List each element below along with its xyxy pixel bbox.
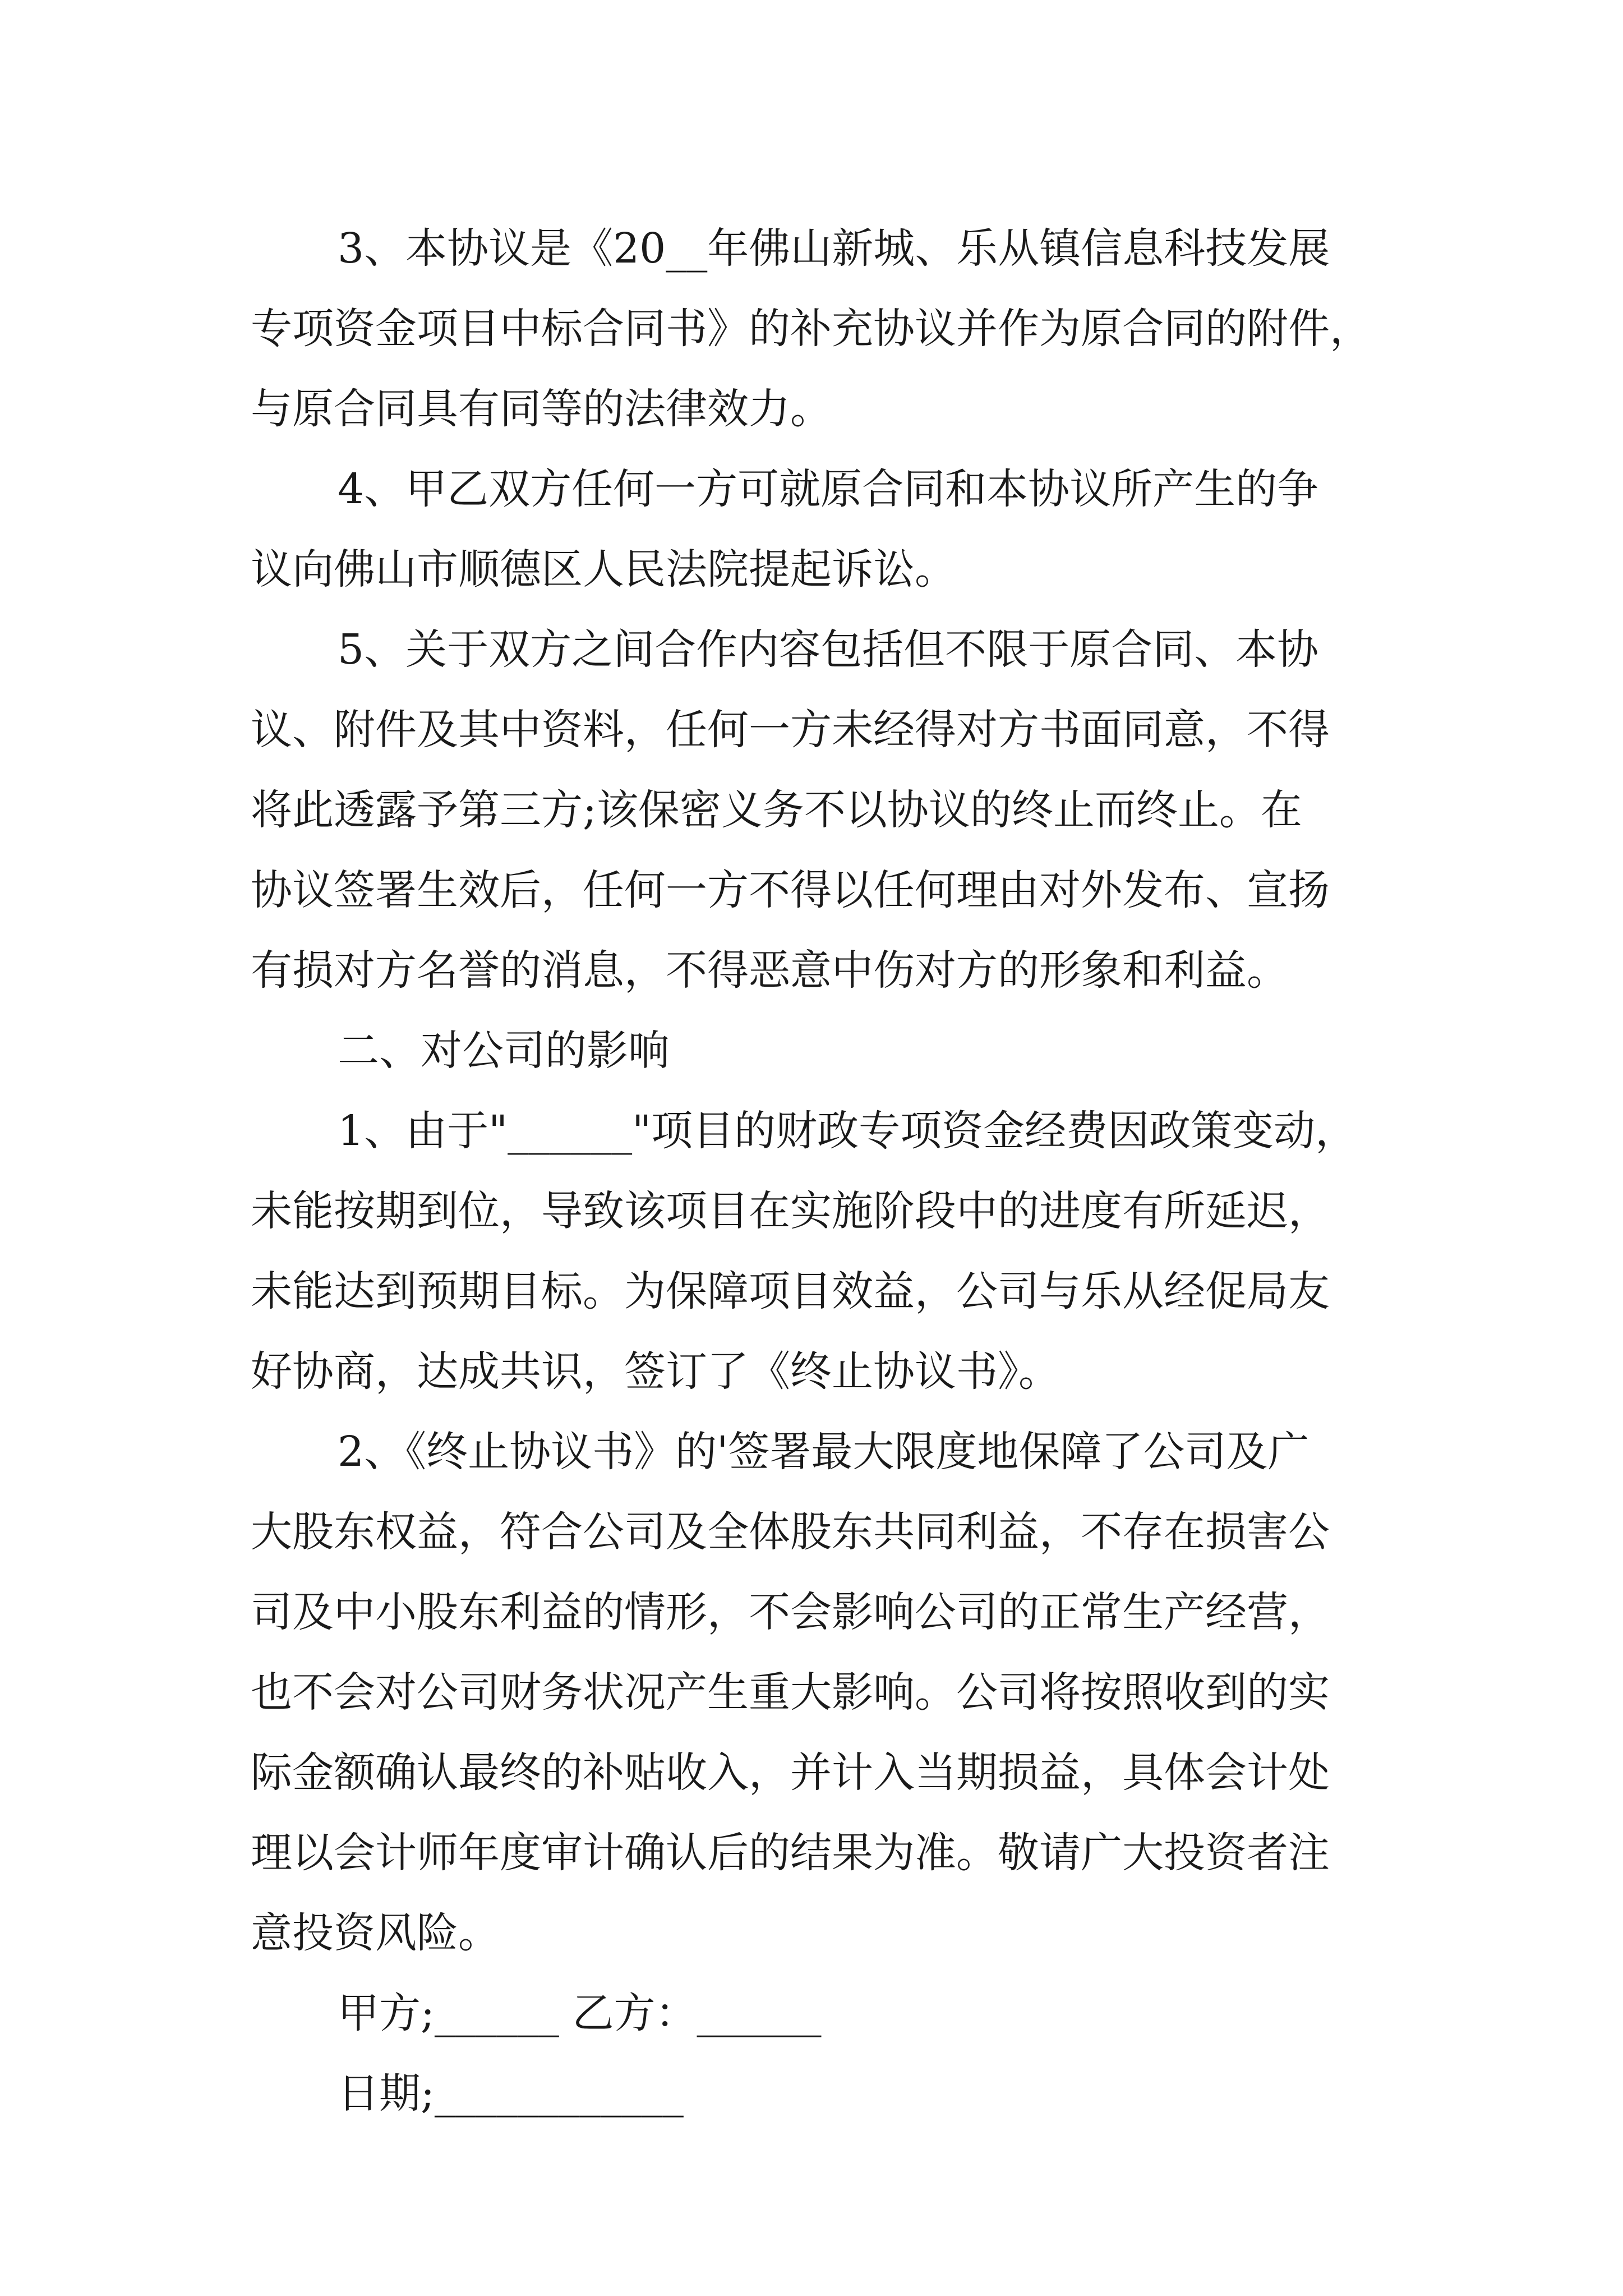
document-line: 有损对方名誉的消息，不得恶意中伤对方的形象和利益。 (251, 946, 1288, 995)
document-line: 4、甲乙双方任何一方可就原合同和本协议所产生的争 (338, 465, 1319, 513)
document-line: 际金额确认最终的补贴收入，并计入当期损益，具体会计处 (251, 1749, 1330, 1797)
document-line: 协议签署生效后，任何一方不得以任何理由对外发布、宣扬 (251, 866, 1330, 914)
document-line: 好协商，达成共识，签订了《终止协议书》。 (251, 1347, 1060, 1396)
document-line: 将此透露予第三方;该保密义务不以协议的终止而终止。在 (251, 786, 1302, 834)
document-line: 大股东权益，符合公司及全体股东共同利益，不存在损害公 (251, 1508, 1330, 1556)
document-line: 2、《终止协议书》的'签署最大限度地保障了公司及广 (338, 1428, 1310, 1476)
document-line: 日期;____________ (338, 2069, 684, 2118)
document-line: 也不会对公司财务状况产生重大影响。公司将按照收到的实 (251, 1668, 1330, 1717)
document-line: 专项资金项目中标合同书》的补充协议并作为原合同的附件， (251, 305, 1371, 353)
document-line: 未能达到预期目标。为保障项目效益，公司与乐从经促局友 (251, 1267, 1330, 1315)
agreement-body-text (251, 209, 1384, 2134)
document-line: 理以会计师年度审计确认后的结果为准。敬请广大投资者注 (251, 1829, 1330, 1877)
document-line: 议向佛山市顺德区人民法院提起诉讼。 (251, 545, 956, 593)
document-line: 未能按期到位，导致该项目在实施阶段中的进度有所延迟， (251, 1187, 1330, 1235)
document-line: 议、附件及其中资料，任何一方未经得对方书面同意，不得 (251, 706, 1330, 754)
document-line: 5、关于双方之间合作内容包括但不限于原合同、本协 (338, 625, 1319, 674)
document-line: 1、由于"______"项目的财政专项资金经费因政策变动， (338, 1107, 1357, 1155)
document-line: 3、本协议是《20__年佛山新城、乐从镇信息科技发展 (338, 224, 1330, 273)
document-line: 甲方;______ 乙方：______ (338, 1989, 822, 2037)
document-line: 司及中小股东利益的情形，不会影响公司的正常生产经营， (251, 1588, 1330, 1636)
document-line: 与原合同具有同等的法律效力。 (251, 385, 832, 433)
document-line: 二、对公司的影响 (338, 1027, 670, 1075)
document-line: 意投资风险。 (251, 1909, 500, 1957)
